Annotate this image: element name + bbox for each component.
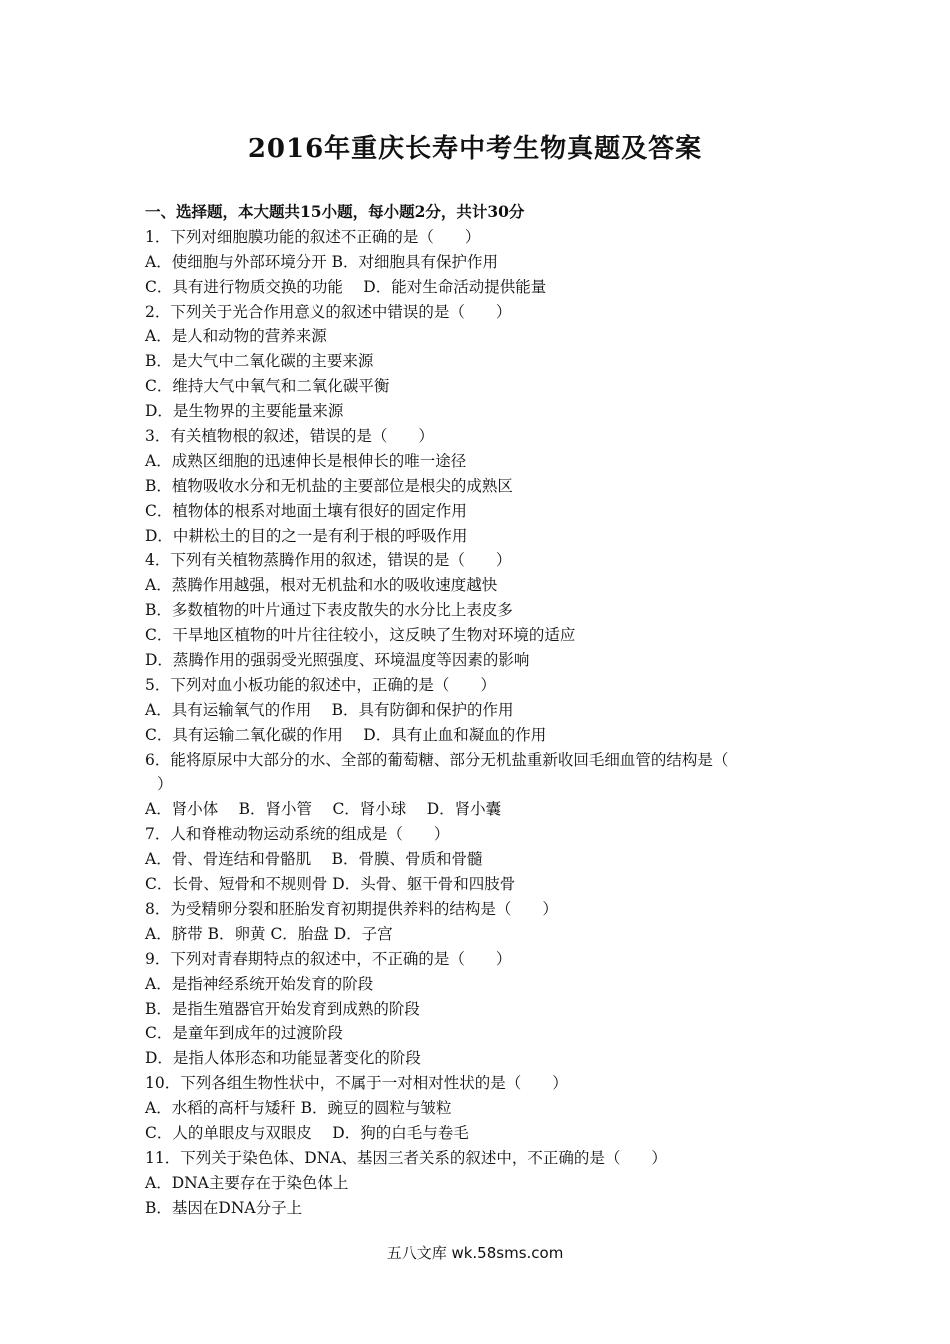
question-11: 11．下列关于染色体、DNA、基因三者关系的叙述中，不正确的是（ ） <box>145 1148 667 1167</box>
question-11-option-a: A．DNA主要存在于染色体上 <box>145 1173 349 1192</box>
question-5-options-cd: C．具有运输二氧化碳的作用 D．具有止血和凝血的作用 <box>145 725 547 744</box>
question-9: 9．下列对青春期特点的叙述中，不正确的是（ ） <box>145 949 512 968</box>
question-3: 3．有关植物根的叙述，错误的是（ ） <box>145 427 434 446</box>
question-5-options-ab: A．具有运输氧气的作用 B．具有防御和保护的作用 <box>145 700 514 719</box>
question-4-option-b: B．多数植物的叶片通过下表皮散失的水分比上表皮多 <box>145 601 513 620</box>
question-2-option-c: C．维持大气中氧气和二氧化碳平衡 <box>145 377 390 396</box>
question-2: 2．下列关于光合作用意义的叙述中错误的是（ ） <box>145 302 512 321</box>
question-10-options-cd: C．人的单眼皮与双眼皮 D．狗的白毛与卷毛 <box>145 1123 469 1142</box>
section-heading: 一、选择题，本大题共15小题，每小题2分，共计30分 <box>145 202 525 221</box>
question-7-options-cd: C．长骨、短骨和不规则骨 D．头骨、躯干骨和四肢骨 <box>145 875 516 894</box>
document-title: 2016年重庆长寿中考生物真题及答案 <box>247 134 703 164</box>
question-2-option-a: A．是人和动物的营养来源 <box>145 327 327 346</box>
question-4-option-a: A．蒸腾作用越强，根对无机盐和水的吸收速度越快 <box>145 576 498 595</box>
question-11-option-b: B．基因在DNA分子上 <box>145 1198 303 1217</box>
question-7: 7．人和脊椎动物运动系统的组成是（ ） <box>145 825 450 844</box>
question-2-option-b: B．是大气中二氧化碳的主要来源 <box>145 352 374 371</box>
question-4-option-c: C．干旱地区植物的叶片往往较小，这反映了生物对环境的适应 <box>145 626 576 645</box>
question-6-options: A．肾小体 B．肾小管 C．肾小球 D．肾小囊 <box>145 800 502 819</box>
question-1-options-ab: A．使细胞与外部环境分开 B．对细胞具有保护作用 <box>145 252 499 271</box>
question-9-option-c: C．是童年到成年的过渡阶段 <box>145 1024 343 1043</box>
question-4: 4．下列有关植物蒸腾作用的叙述，错误的是（ ） <box>145 551 512 570</box>
question-3-option-a: A．成熟区细胞的迅速伸长是根伸长的唯一途径 <box>145 451 467 470</box>
question-6: 6．能将原尿中大部分的水、全部的葡萄糖、部分无机盐重新收回毛细血管的结构是（ <box>145 750 729 769</box>
question-6-continuation: ） <box>157 775 173 794</box>
question-3-option-b: B．植物吸收水分和无机盐的主要部位是根尖的成熟区 <box>145 476 513 495</box>
question-9-option-d: D．是指人体形态和功能显著变化的阶段 <box>145 1049 421 1068</box>
question-8: 8．为受精卵分裂和胚胎发育初期提供养料的结构是（ ） <box>145 899 558 918</box>
question-3-option-c: C．植物体的根系对地面土壤有很好的固定作用 <box>145 501 467 520</box>
question-1: 1．下列对细胞膜功能的叙述不正确的是（ ） <box>145 227 481 246</box>
question-9-option-b: B．是指生殖器官开始发育到成熟的阶段 <box>145 999 420 1018</box>
question-10: 10．下列各组生物性状中，不属于一对相对性状的是（ ） <box>145 1074 568 1093</box>
question-list <box>145 200 805 1221</box>
question-9-option-a: A．是指神经系统开始发育的阶段 <box>145 974 374 993</box>
question-7-options-ab: A．骨、骨连结和骨骼肌 B．骨膜、骨质和骨髓 <box>145 850 483 869</box>
question-2-option-d: D．是生物界的主要能量来源 <box>145 402 344 421</box>
page-footer: 五八文库 wk.58sms.com <box>386 1244 564 1262</box>
question-8-options: A．脐带 B．卵黄 C．胎盘 D．子宫 <box>145 924 393 943</box>
question-10-options-ab: A．水稻的高杆与矮秆 B．豌豆的圆粒与皱粒 <box>145 1099 452 1118</box>
question-1-options-cd: C．具有进行物质交换的功能 D．能对生命活动提供能量 <box>145 277 547 296</box>
question-5: 5．下列对血小板功能的叙述中，正确的是（ ） <box>145 675 496 694</box>
question-3-option-d: D．中耕松土的目的之一是有利于根的呼吸作用 <box>145 526 468 545</box>
question-4-option-d: D．蒸腾作用的强弱受光照强度、环境温度等因素的影响 <box>145 651 530 670</box>
